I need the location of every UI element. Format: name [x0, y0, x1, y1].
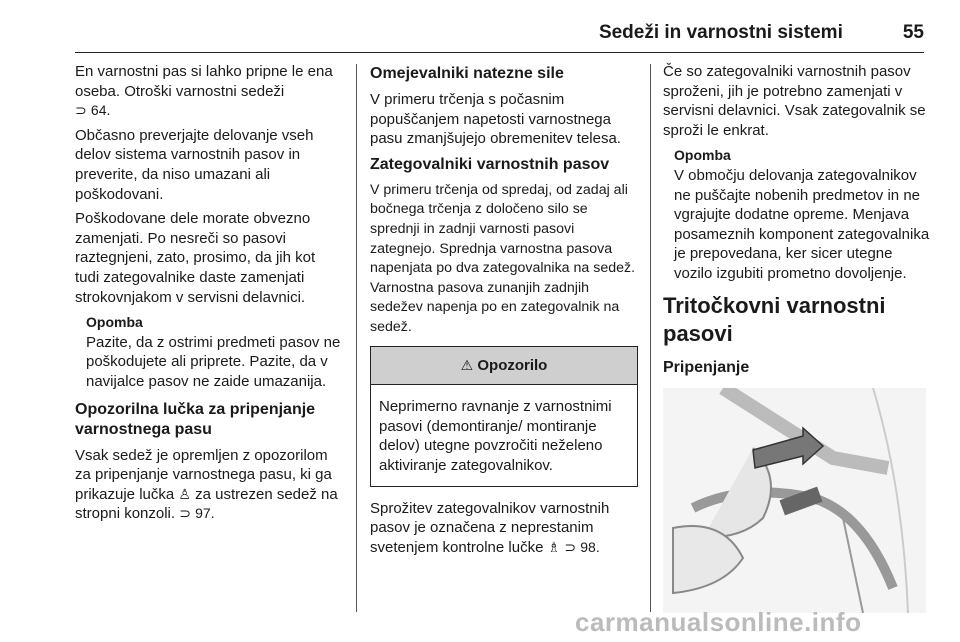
page-ref-icon: ⊃	[179, 505, 191, 522]
note-heading: Opomba	[86, 314, 143, 331]
seatbelt-illustration-drawing	[663, 388, 926, 613]
chapter-heading: Tritočkovni varnostni pasovi	[663, 292, 886, 346]
note-body: V območju delovanja zategovalnikov ne puščajte nobenih predmetov in ne vgrajujte dodatne opreme. Menjava posameznih komponent zategovalnika je prepovedana, ker sicer utegne vozilo izgubiti prometno dovoljenje.	[674, 166, 930, 282]
column-divider	[650, 64, 651, 612]
paragraph: Vsak sedež je opremljen z opozorilom za pripenjanje varnostnega pasu, ki ga prikazuje lučka ♙ za ustrezen sedež na stropni konzoli. ⊃ 97.	[75, 446, 338, 523]
page-ref[interactable]: 97.	[195, 505, 215, 522]
column-2	[370, 62, 638, 562]
paragraph: Poškodovane dele morate obvezno zamenjati. Po nesreči so pasovi raztegnjeni, zato, prosimo, da jih kot tudi zategovalnike daste zamenjati strokovnjakom v servisni delavnici.	[75, 210, 316, 306]
seatbelt-illustration	[663, 388, 926, 613]
paragraph: Sprožitev zategovalnikov varnostnih pasov je označena z neprestanim svetenjem kontrolne lučke ♗ ⊃ 98.	[370, 499, 610, 556]
note-body: Pazite, da z ostrimi predmeti pasov ne poškodujete ali priprete. Pazite, da v navijalce pasov ne zaide umazanija.	[86, 333, 341, 390]
seatbelt-warning-icon: ♙	[178, 485, 191, 502]
watermark: carmanualsonline.info	[575, 607, 862, 637]
paragraph: V primeru trčenja s počasnim popuščanjem napetosti varnostnega pasu zmanjšujejo obremenitev telesa.	[370, 91, 621, 148]
paragraph: Občasno preverjajte delovanje vseh delov sistema varnostnih pasov in preverite, da niso umazani ali poškodovani.	[75, 126, 314, 203]
section-heading: Pripenjanje	[663, 358, 750, 376]
warning-box	[370, 346, 638, 487]
paragraph: V primeru trčenja od spredaj, od zadaj ali bočnega trčenja z določeno silo se sprednji in zadnji varnosti pasovi zategnejo. Sprednja varnostna pasova napenjata po dva zategovalnika na sedež. Varnostna pasova zunanjih zadnjih sedežev napenja po en zategovalnik na sedež.	[370, 181, 636, 335]
page-ref-icon: ⊃	[564, 538, 577, 555]
note-heading: Opomba	[674, 147, 731, 164]
page-ref[interactable]: 98.	[580, 538, 600, 555]
section-heading: Omejevalniki natezne sile	[370, 65, 564, 82]
warning-triangle-icon: ⚠	[460, 356, 474, 373]
section-heading: Opozorilna lučka za pripenjanje varnostnega pasu	[75, 400, 316, 438]
paragraph: Če so zategovalniki varnostnih pasov sproženi, jih je potrebno zamenjati v servisni delavnici. Vsak zategovalnik se sproži le enkrat.	[663, 63, 926, 139]
airbag-pretensioner-icon: ♗	[547, 538, 561, 555]
warning-header: ⚠ Opozorilo	[371, 347, 637, 386]
section-heading: Zategovalniki varnostnih pasov	[370, 155, 610, 173]
column-divider	[356, 64, 357, 612]
page-number: 55	[902, 22, 924, 43]
page-header	[75, 22, 924, 53]
note	[663, 146, 931, 283]
warning-body: Neprimerno ravnanje z varnostnimi pasovi (demontiranje/ montiranje delov) utegne povzročiti neželeno aktiviranje zategovalnikov.	[379, 398, 612, 474]
page-ref-icon: ⊃	[75, 102, 87, 119]
column-1	[75, 62, 343, 529]
paragraph: En varnostni pas si lahko pripne le ena oseba. Otroški varnostni sedeži ⊃ 64.	[75, 62, 343, 121]
page-ref[interactable]: 64.	[90, 102, 111, 119]
column-3	[663, 62, 931, 613]
note	[75, 313, 343, 391]
page-title: Sedeži in varnostni sistemi	[598, 22, 843, 43]
